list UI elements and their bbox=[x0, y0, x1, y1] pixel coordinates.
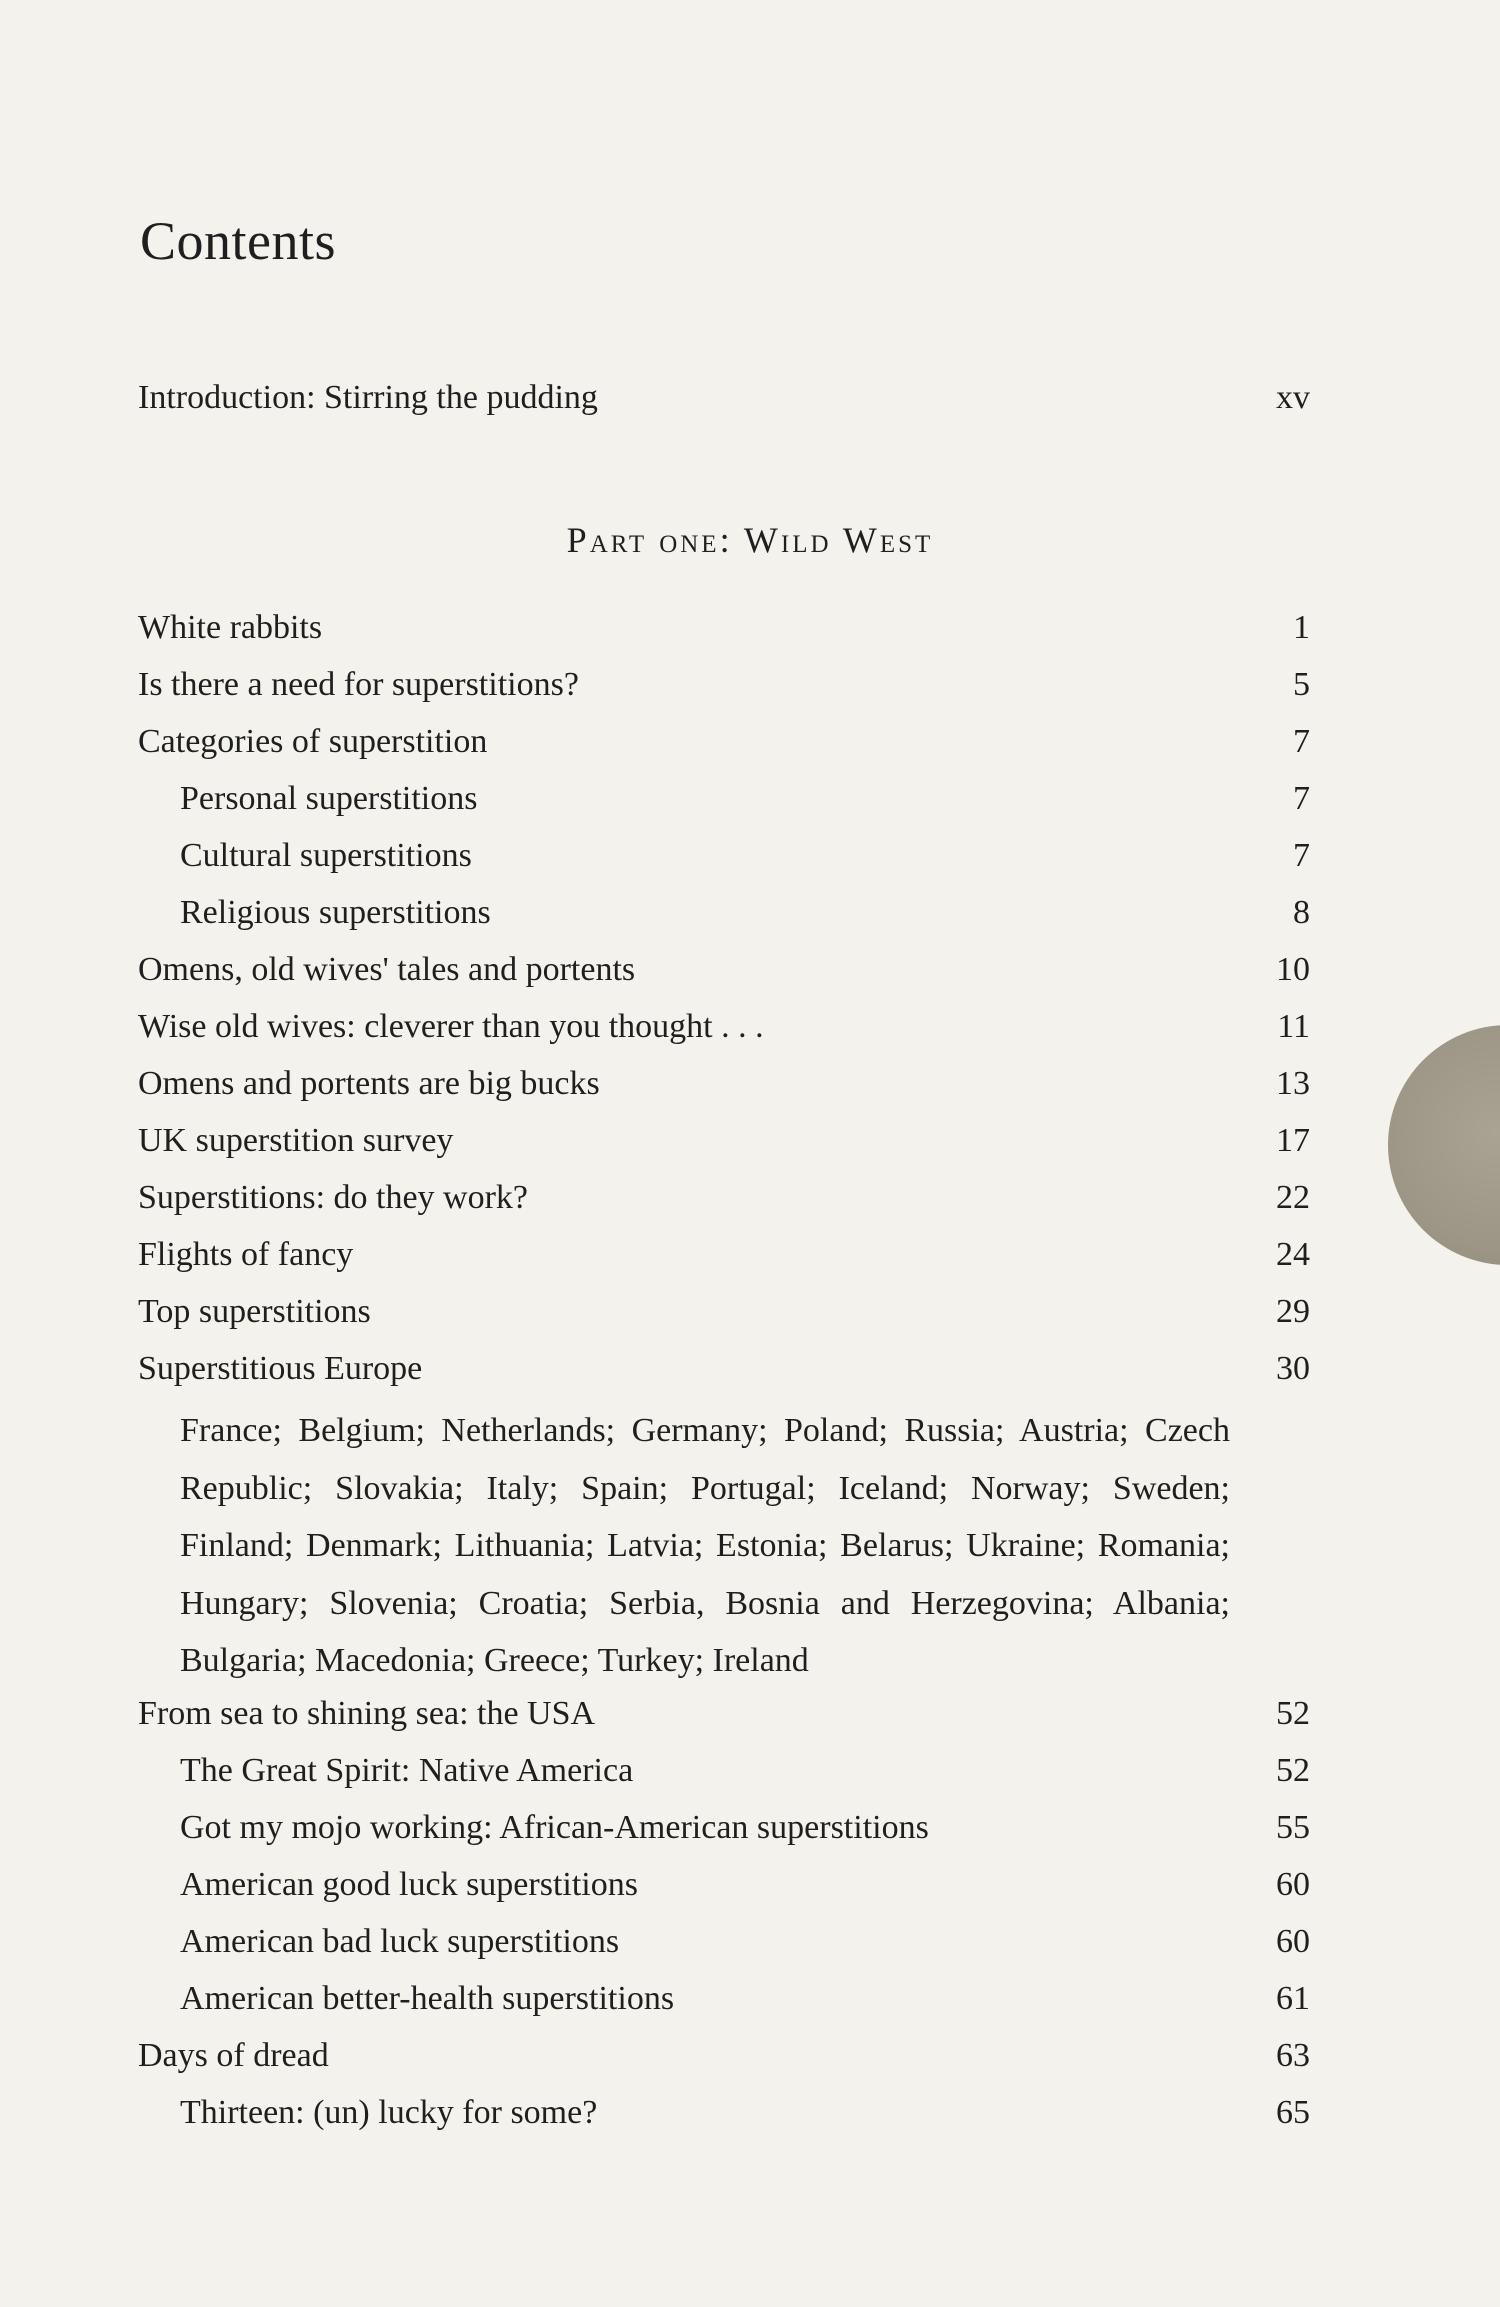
toc-subentry[interactable] bbox=[0, 1918, 1500, 1966]
toc-subentry[interactable] bbox=[0, 889, 1500, 937]
toc-entry[interactable] bbox=[0, 718, 1500, 766]
toc-entry-page: 17 bbox=[1276, 1122, 1310, 1159]
toc-entry-page: 7 bbox=[1293, 723, 1310, 760]
toc-subentry[interactable] bbox=[0, 2089, 1500, 2137]
toc-entry-page: 13 bbox=[1276, 1065, 1310, 1102]
toc-entry-page: 30 bbox=[1276, 1350, 1310, 1387]
toc-entry[interactable] bbox=[0, 1690, 1500, 1738]
europe-country-list: France; Belgium; Netherlands; Germany; Poland; Russia; Austria; Czech Republic; Slovakia; Italy; Spain; Portugal; Iceland; Norway; Sweden; Finland; Denmark; Lithuania; Latvia; Estonia; Belarus; Ukraine; Romania; Hungary; Slovenia; Croatia; Serbia, Bosnia and Herzegovina; Albania; Bulgaria; Macedonia; Greece; Turkey; Ireland bbox=[180, 1412, 1230, 1679]
toc-entry-page: 63 bbox=[1276, 2037, 1310, 2074]
toc-entry[interactable] bbox=[0, 1345, 1500, 1393]
toc-entry-page: 11 bbox=[1277, 1008, 1310, 1045]
toc-entry-page: 65 bbox=[1276, 2094, 1310, 2131]
toc-entry-label: Superstitions: do they work? bbox=[138, 1179, 529, 1216]
toc-entry[interactable] bbox=[0, 2032, 1500, 2080]
toc-entry-label: White rabbits bbox=[138, 609, 323, 646]
toc-entry-page: 10 bbox=[1276, 951, 1310, 988]
toc-entry-page: 8 bbox=[1293, 894, 1310, 931]
toc-entry-label: Cultural superstitions bbox=[180, 837, 472, 874]
toc-entry-page: 7 bbox=[1293, 837, 1310, 874]
toc-entry[interactable] bbox=[0, 1060, 1500, 1108]
toc-entry-label: Is there a need for superstitions? bbox=[138, 666, 579, 703]
toc-entry-label: Omens and portents are big bucks bbox=[138, 1065, 600, 1102]
toc-entry-page: 29 bbox=[1276, 1293, 1310, 1330]
toc-entry-page: 61 bbox=[1276, 1980, 1310, 2017]
toc-entry-label: Omens, old wives' tales and portents bbox=[138, 951, 636, 988]
toc-entry-label: Introduction: Stirring the pudding bbox=[138, 379, 598, 416]
toc-subentry[interactable] bbox=[0, 1861, 1500, 1909]
toc-entry-page: 60 bbox=[1276, 1923, 1310, 1960]
toc-entry-introduction[interactable] bbox=[0, 374, 1500, 422]
toc-entry[interactable] bbox=[0, 1174, 1500, 1222]
toc-entry-page: 7 bbox=[1293, 780, 1310, 817]
toc-subentry[interactable] bbox=[0, 832, 1500, 880]
toc-subentry[interactable] bbox=[0, 1747, 1500, 1795]
toc-entry-label: American bad luck superstitions bbox=[180, 1923, 620, 1960]
toc-entry-page: 55 bbox=[1276, 1809, 1310, 1846]
toc-entry-label: Days of dread bbox=[138, 2037, 329, 2074]
toc-entry-page: 24 bbox=[1276, 1236, 1310, 1273]
toc-subentry[interactable] bbox=[0, 1975, 1500, 2023]
toc-entry-label: Personal superstitions bbox=[180, 780, 478, 817]
toc-entry-page: xv bbox=[1276, 379, 1310, 416]
toc-entry-label: Top superstitions bbox=[138, 1293, 371, 1330]
toc-entry-label: American better-health superstitions bbox=[180, 1980, 675, 2017]
toc-entry[interactable] bbox=[0, 946, 1500, 994]
toc-entry-label: Superstitious Europe bbox=[138, 1350, 423, 1387]
toc-entry-label: UK superstition survey bbox=[138, 1122, 454, 1159]
toc-entry-page: 60 bbox=[1276, 1866, 1310, 1903]
toc-entry-label: Religious superstitions bbox=[180, 894, 491, 931]
toc-entry-label: Categories of superstition bbox=[138, 723, 488, 760]
toc-entry-page: 1 bbox=[1293, 609, 1310, 646]
toc-entry-page: 22 bbox=[1276, 1179, 1310, 1216]
toc-entry-label: Got my mojo working: African-American superstitions bbox=[180, 1809, 929, 1846]
toc-entry-label: American good luck superstitions bbox=[180, 1866, 638, 1903]
toc-entry[interactable] bbox=[0, 1288, 1500, 1336]
toc-entry-label: The Great Spirit: Native America bbox=[180, 1752, 634, 1789]
toc-entry-label: Thirteen: (un) lucky for some? bbox=[180, 2094, 598, 2131]
toc-entry-page: 5 bbox=[1293, 666, 1310, 703]
part-heading-text: Part one: Wild West bbox=[566, 520, 934, 560]
toc-subentry[interactable] bbox=[0, 1804, 1500, 1852]
toc-entry[interactable] bbox=[0, 604, 1500, 652]
toc-entry-label: From sea to shining sea: the USA bbox=[138, 1695, 596, 1732]
toc-entry[interactable] bbox=[0, 1231, 1500, 1279]
toc-subentry[interactable] bbox=[0, 775, 1500, 823]
toc-entry[interactable] bbox=[0, 661, 1500, 709]
toc-entry-page: 52 bbox=[1276, 1695, 1310, 1732]
toc-entry-label: Wise old wives: cleverer than you thought . . . bbox=[138, 1008, 764, 1045]
toc-entry-page: 52 bbox=[1276, 1752, 1310, 1789]
toc-entry[interactable] bbox=[0, 1117, 1500, 1165]
part-heading bbox=[0, 515, 1500, 565]
page-title: Contents bbox=[140, 211, 337, 271]
toc-entry-label: Flights of fancy bbox=[138, 1236, 354, 1273]
toc-entry[interactable] bbox=[0, 1003, 1500, 1051]
